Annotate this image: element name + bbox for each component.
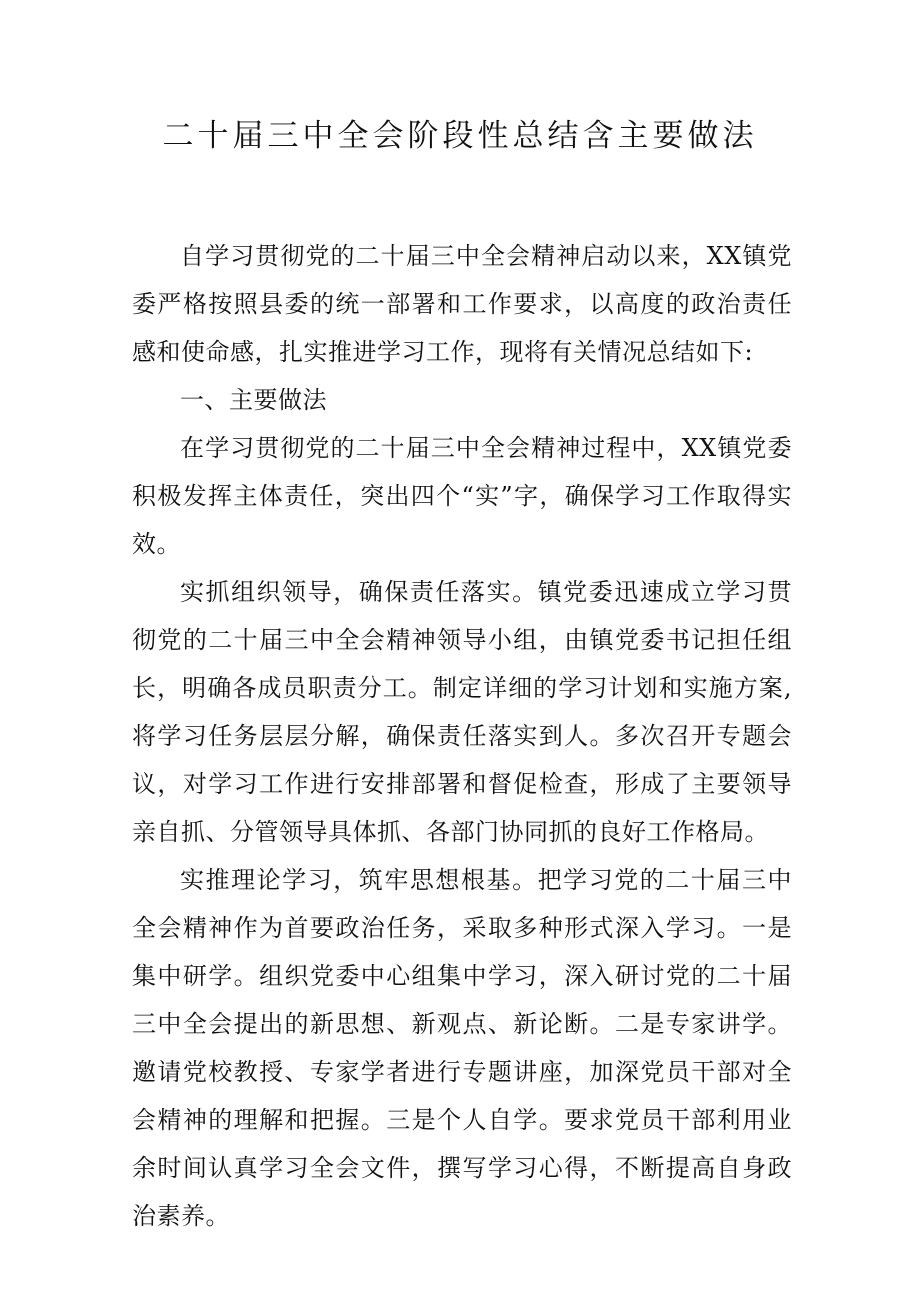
section-heading-main-practices: 一、主要做法 bbox=[180, 386, 327, 414]
document-body bbox=[132, 232, 792, 1240]
document-title: 二十届三中全会阶段性总结含主要做法 bbox=[162, 118, 758, 154]
paragraph-theory-study: 实推理论学习，筑牢思想根基。把学习党的二十届三中全会精神作为首要政治任务，采取多种形式深入学习。一是集中研学。组织党委中心组集中学习，深入研讨党的二十届三中全会提出的新思想、新观点、新论断。二是专家讲学。邀请党校教授、专家学者进行专题讲座，加深党员干部对全会精神的理解和把握。三是个人自学。要求党员干部利用业余时间认真学习全会文件，撰写学习心得，不断提高自身政治素养。 bbox=[132, 866, 792, 1230]
paragraph-intro: 自学习贯彻党的二十届三中全会精神启动以来，XX镇党委严格按照县委的统一部署和工作要求，以高度的政治责任感和使命感，扎实推进学习工作，现将有关情况总结如下: bbox=[132, 242, 792, 366]
paragraph-organization-leadership: 实抓组织领导，确保责任落实。镇党委迅速成立学习贯彻党的二十届三中全会精神领导小组，由镇党委书记担任组长，明确各成员职责分工。制定详细的学习计划和实施方案,将学习任务层层分解，确保责任落实到人。多次召开专题会议，对学习工作进行安排部署和督促检查，形成了主要领导亲自抓、分管领导具体抓、各部门协同抓的良好工作格局。 bbox=[132, 578, 792, 846]
paragraph-overview: 在学习贯彻党的二十届三中全会精神过程中，XX镇党委积极发挥主体责任，突出四个“实”字，确保学习工作取得实效。 bbox=[132, 434, 792, 558]
